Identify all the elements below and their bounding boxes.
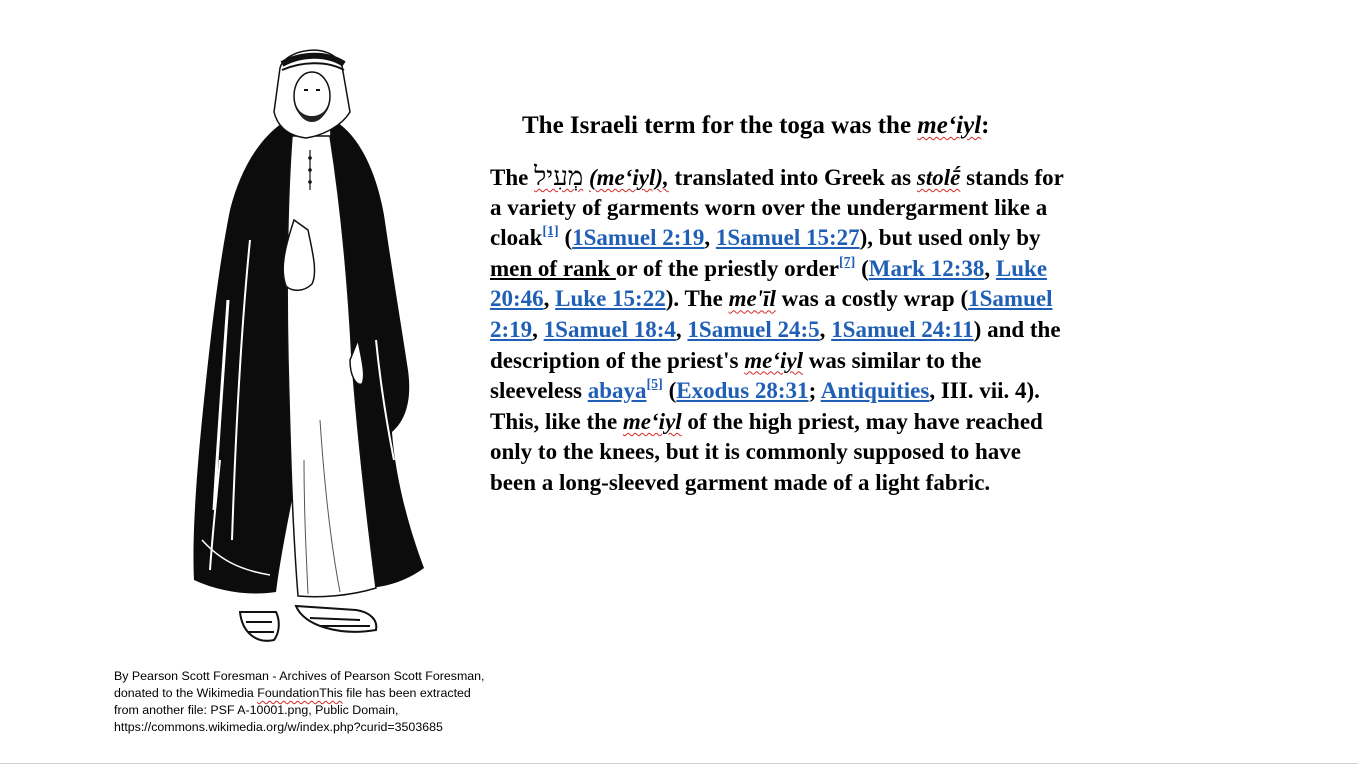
paragraph-line-8: sleeveless abaya[5] (Exodus 28:31; Antiquities, III. vii. 4).	[490, 377, 1040, 404]
man-in-cloak-illustration	[180, 40, 440, 660]
link-mark-12-38[interactable]: Mark 12:38	[868, 255, 985, 281]
hebrew-word: מְעִיל	[534, 162, 584, 192]
paragraph-line-10: only to the knees, but it is commonly supposed to have	[490, 439, 1021, 465]
paragraph-line-11: been a long-sleeved garment made of a light fabric.	[490, 469, 991, 495]
meiyl-term-2: me‘iyl	[622, 408, 682, 434]
paragraph-line-2: a variety of garments worn over the undergarment like a	[490, 194, 1048, 220]
paragraph-line-1: The מְעִיל (me‘iyl), translated into Greek as stolḗ stands for	[490, 162, 1064, 192]
footnote-link-1[interactable]: [1]	[542, 224, 559, 240]
caption-line-2: donated to the Wikimedia FoundationThis file has been extracted	[114, 686, 471, 700]
link-1samuel-2-19[interactable]: 1Samuel 2:19	[572, 225, 705, 251]
meil-term: me'īl	[728, 286, 776, 312]
link-1samuel-2-19b-part2[interactable]: 2:19	[490, 316, 533, 342]
image-attribution-caption	[114, 668, 504, 736]
heading-term: me‘iyl	[917, 112, 982, 139]
link-1samuel-2-19b-part1[interactable]: 1Samuel	[968, 286, 1053, 312]
greek-term: stolḗ	[916, 165, 961, 190]
link-1samuel-18-4[interactable]: 1Samuel 18:4	[543, 316, 676, 342]
caption-line-3: from another file: PSF A-10001.png, Public Domain,	[114, 703, 399, 717]
men-of-rank-text: men of rank	[490, 255, 616, 281]
paragraph-line-6: 2:19, 1Samuel 18:4, 1Samuel 24:5, 1Samuel 24:11) and the	[490, 316, 1061, 342]
link-antiquities[interactable]: Antiquities	[820, 378, 930, 404]
cloak-shape	[193, 118, 298, 594]
paragraph-line-9: This, like the me‘iyl of the high priest, may have reached	[490, 408, 1043, 434]
footnote-link-7[interactable]: [7]	[839, 254, 856, 270]
left-sandal-shape	[240, 612, 279, 641]
paragraph-line-7: description of the priest's me‘iyl was similar to the	[490, 347, 982, 373]
link-luke-20-46-part1[interactable]: Luke	[995, 255, 1048, 281]
link-abaya[interactable]: abaya	[587, 378, 647, 404]
link-1samuel-24-5[interactable]: 1Samuel 24:5	[687, 316, 820, 342]
paragraph-line-3: cloak[1] (1Samuel 2:19, 1Samuel 15:27), but used only by	[490, 224, 1041, 251]
paragraph-line-5: 20:46, Luke 15:22). The me'īl was a costly wrap (1Samuel	[490, 286, 1053, 312]
link-luke-20-46-part2[interactable]: 20:46	[490, 286, 544, 312]
link-exodus-28-31[interactable]: Exodus 28:31	[676, 378, 809, 404]
caption-spellcheck-word: FoundationThis	[257, 686, 343, 700]
link-1samuel-24-11[interactable]: 1Samuel 24:11	[831, 316, 974, 342]
paragraph-line-4: men of rank or of the priestly order[7] (Mark 12:38, Luke	[490, 254, 1048, 281]
link-luke-15-22[interactable]: Luke 15:22	[555, 286, 666, 312]
main-paragraph	[490, 162, 1150, 499]
link-1samuel-15-27[interactable]: 1Samuel 15:27	[715, 225, 860, 251]
caption-line-4: https://commons.wikimedia.org/w/index.php?curid=3503685	[114, 720, 443, 734]
caption-line-1: By Pearson Scott Foresman - Archives of Pearson Scott Foresman,	[114, 669, 485, 683]
bottom-divider	[0, 763, 1358, 764]
transliteration: (me‘iyl),	[588, 165, 669, 190]
page-title: The Israeli term for the toga was the me‘iyl:	[522, 112, 990, 139]
footnote-link-5[interactable]: [5]	[646, 377, 663, 393]
meiyl-term-1: me‘iyl	[744, 347, 804, 373]
